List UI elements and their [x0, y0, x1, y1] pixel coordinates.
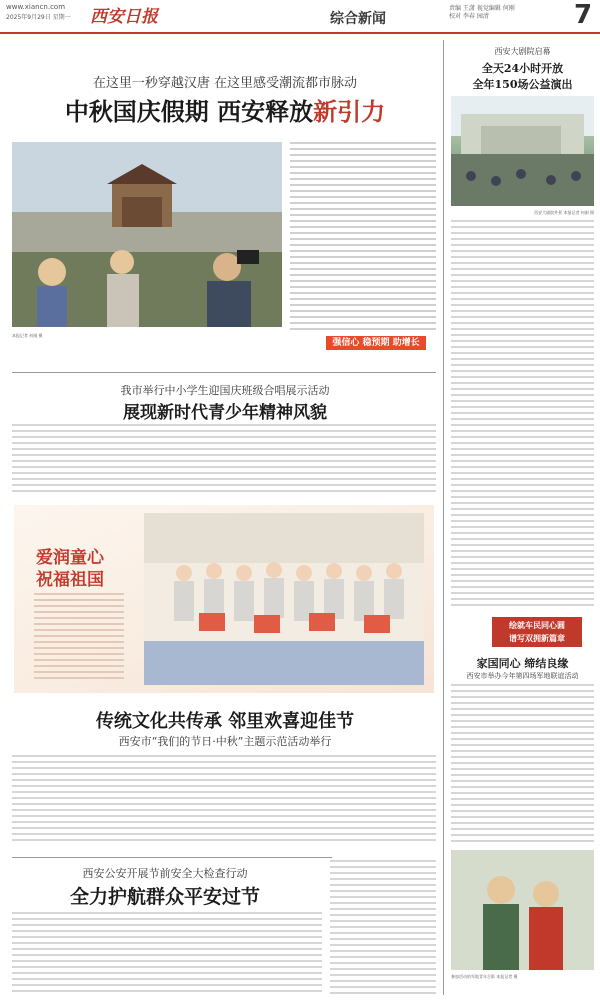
sidebar-headline: 全年150场公益演出 [472, 78, 573, 91]
sidebar-kicker: 西安大剧院启幕 [494, 47, 551, 56]
sidebar-story2-subhead: 西安市举办今年第四场军地联谊活动 [466, 672, 579, 680]
sidebar-headline: 全天24小时开放 [481, 62, 564, 75]
festival-body-text [12, 755, 436, 845]
section-divider [12, 857, 332, 858]
lead-photo-illustration [12, 142, 282, 327]
lead-deck: 在这里一秒穿越汉唐 在这里感受潮流都市脉动 [92, 76, 358, 91]
sidebar-story2-caption: 参加活动的军地青年合影 本报记者 摄 [451, 974, 518, 979]
slogan-badge: 强信心 稳预期 助增长 [326, 336, 426, 350]
theatre-illustration [451, 96, 594, 206]
card-body-text [34, 593, 124, 679]
police-body-text [12, 912, 322, 994]
festival-subhead: 西安市“我们的节日·中秋”主题示范活动举行 [118, 735, 332, 748]
couple-illustration [451, 850, 594, 970]
banner-line: 谱写双拥新篇章 [509, 633, 565, 643]
police-headline: 全力护航群众平安过节 [69, 886, 260, 908]
lead-body-text [290, 142, 436, 332]
issue-date: 2025年9月29日 星期一 [6, 14, 71, 21]
choir-headline: 展现新时代青少年精神风貌 [123, 403, 327, 423]
sidebar-story2-photo [451, 850, 594, 970]
sidebar-story2-body [451, 684, 594, 844]
section-title: 综合新闻 [330, 11, 386, 27]
lead-headline-highlight: 新引力 [313, 97, 386, 126]
feature-card [14, 505, 434, 693]
page-number: 7 [574, 0, 593, 30]
lead-headline-part: 中秋国庆假期 西安释放 [64, 97, 314, 126]
festival-headline: 传统文化共传承 邻里欢喜迎佳节 [95, 711, 355, 732]
editor-line: 责编 王潇 视觉编辑 何刚 [449, 5, 515, 12]
lead-headline [15, 92, 435, 127]
lead-photo [12, 142, 282, 327]
sidebar-photo [451, 96, 594, 206]
police-kicker: 西安公安开展节前安全大检查行动 [82, 867, 248, 880]
caption-text: 本报记者 何刚 摄 [12, 333, 43, 338]
section-divider [12, 372, 436, 373]
sidebar-photo-caption: 西安大剧院外景 本报记者 何刚 摄 [534, 210, 594, 215]
site-url[interactable]: www.xiancn.com [6, 3, 66, 11]
police-body-text-2 [330, 860, 436, 994]
card-title: 祝福祖国 [36, 570, 104, 590]
banner-line: 绘就车民同心圆 [509, 620, 565, 630]
column-divider [443, 40, 444, 995]
editor-credits [449, 5, 515, 21]
card-title: 爱润童心 [36, 548, 104, 568]
choir-body-text [12, 424, 436, 494]
sidebar-body-text [451, 220, 594, 610]
sidebar-banner [492, 617, 582, 647]
editor-line: 校对 李春 园清 [449, 13, 489, 20]
sidebar-story2-headline: 家国同心 缔结良缘 [476, 657, 569, 670]
lead-photo-caption [12, 333, 282, 363]
choir-kicker: 我市举行中小学生迎国庆班级合唱展示活动 [120, 384, 330, 397]
masthead: 西安日报 [90, 7, 158, 27]
group-photo [144, 513, 424, 685]
